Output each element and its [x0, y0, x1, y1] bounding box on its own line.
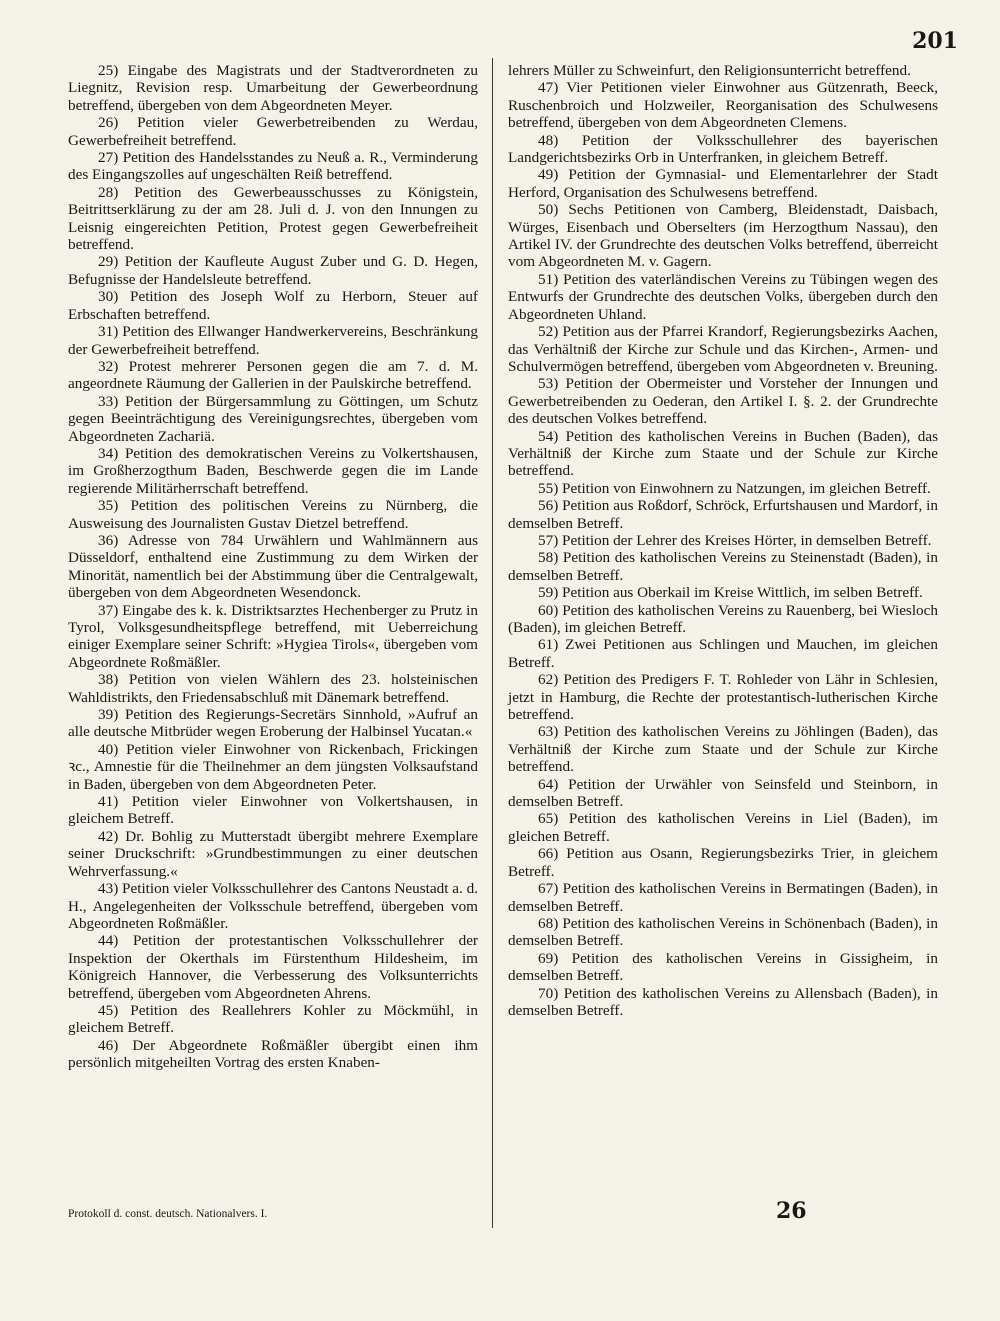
entry-paragraph: 30) Petition des Joseph Wolf zu Herborn, Steuer auf Erbschaften betreffend. — [68, 288, 478, 323]
entry-paragraph: 61) Zwei Petitionen aus Schlingen und Mauchen, im gleichen Betreff. — [508, 636, 938, 671]
entry-paragraph: 26) Petition vieler Gewerbetreibenden zu Werdau, Gewerbefreiheit betreffend. — [68, 114, 478, 149]
entry-paragraph: 29) Petition der Kaufleute August Zuber und G. D. Hegen, Befugnisse der Handelsleute betreffend. — [68, 253, 478, 288]
entry-paragraph: 40) Petition vieler Einwohner von Rickenbach, Frickingen ꝛc., Amnestie für die Theilnehmer an dem jüngsten Volksaufstand in Baden, übergeben von dem Abgeordneten Peter. — [68, 740, 478, 793]
entry-paragraph: lehrers Müller zu Schweinfurt, den Religionsunterricht betreffend. — [508, 62, 911, 79]
entry-paragraph: 41) Petition vieler Einwohner von Volkertshausen, in gleichem Betreff. — [68, 793, 478, 828]
entry-paragraph: 51) Petition des vaterländischen Vereins zu Tübingen wegen des Entwurfs der Grundrechte des deutschen Volks, übergeben durch den Abgeordneten Uhland. — [508, 270, 938, 323]
page-number: 201 — [912, 28, 958, 54]
right-column — [508, 62, 938, 1019]
entry-paragraph: 35) Petition des politischen Vereins zu Nürnberg, die Ausweisung des Journalisten Gustav Dietzel betreffend. — [68, 497, 478, 532]
entry-paragraph: 65) Petition des katholischen Vereins in Liel (Baden), im gleichen Betreff. — [508, 810, 938, 845]
entry-paragraph: 25) Eingabe des Magistrats und der Stadtverordneten zu Liegnitz, Revision resp. Umarbeitung der Gewerbeordnung betreffend, übergeben von dem Abgeordneten Meyer. — [68, 62, 478, 114]
entry-paragraph: 55) Petition von Einwohnern zu Natzungen, im gleichen Betreff. — [538, 479, 931, 497]
entry-paragraph: 34) Petition des demokratischen Vereins zu Volkertshausen, im Großherzogthum Baden, Beschwerde gegen die im Lande regierende Militärherrschaft betreffend. — [68, 444, 478, 497]
entry-paragraph: 69) Petition des katholischen Vereins in Gissigheim, in demselben Betreff. — [508, 949, 938, 985]
entry-paragraph: 57) Petition der Lehrer des Kreises Hörter, in demselben Betreff. — [538, 531, 932, 549]
entry-paragraph: 44) Petition der protestantischen Volksschullehrer der Inspektion der Okerthals im Fürstenthum Hildesheim, im Königreich Hannover, die Verbesserung des Volksunterrichts betreffend, übergeben vom Abgeordneten Ahrens. — [68, 932, 478, 1002]
entry-paragraph: 28) Petition des Gewerbeausschusses zu Königstein, Beitrittserklärung zu der am 28. Juli d. J. von den Innungen zu Leisnig eingereichten Petition, Protest gegen Gewerbefreiheit betreffend. — [68, 183, 478, 254]
left-column — [68, 62, 478, 1072]
entry-paragraph: 50) Sechs Petitionen von Camberg, Bleidenstadt, Daisbach, Würges, Eisenbach und Oberselters (im Herzogthum Nassau), den Artikel IV. der Grundrechte des deutschen Volks betreffend, überreicht vom Abgeordneten M. v. Gagern. — [508, 201, 938, 271]
entry-paragraph: 52) Petition aus der Pfarrei Krandorf, Regierungsbezirks Aachen, das Verhältniß der Kirche zur Schule und das Kirchen-, Armen- und Schulvermögen betreffend, übergeben vom Abgeordneten v. Breuning. — [508, 323, 938, 375]
entry-paragraph: 27) Petition des Handelsstandes zu Neuß a. R., Verminderung des Eingangszolles auf ungeschälten Reiß betreffend. — [68, 149, 478, 184]
entry-paragraph: 58) Petition des katholischen Vereins zu Steinenstadt (Baden), in demselben Betreff. — [508, 549, 938, 584]
entry-paragraph: 64) Petition der Urwähler von Seinsfeld und Steinborn, in demselben Betreff. — [508, 775, 938, 811]
entry-paragraph: 68) Petition des katholischen Vereins in Schönenbach (Baden), in demselben Betreff. — [508, 914, 938, 950]
entry-paragraph: 42) Dr. Bohlig zu Mutterstadt übergibt mehrere Exemplare seiner Druckschrift: »Grundbestimmungen zu einer deutschen Wehrverfassung.« — [68, 827, 478, 880]
footer-citation: Protokoll d. const. deutsch. Nationalvers. I. — [68, 1208, 268, 1220]
entry-paragraph: 62) Petition des Predigers F. T. Rohleder von Lähr in Schlesien, jetzt in Hamburg, die Rechte der protestantisch-lutherischen Kirche betreffend. — [508, 671, 938, 724]
entry-paragraph: 54) Petition des katholischen Vereins in Buchen (Baden), das Verhältniß der Kirche zum Staate und der Schule zur Kirche betreffend. — [508, 427, 938, 480]
entry-paragraph: 63) Petition des katholischen Vereins zu Jöhlingen (Baden), das Verhältniß der Kirche zum Staate und der Schule zur Kirche betreffend. — [508, 723, 938, 776]
sheet-signature: 26 — [776, 1198, 807, 1224]
entry-paragraph: 53) Petition der Obermeister und Vorsteher der Innungen und Gewerbetreibenden zu Oederan, den Artikel I. §. 2. der Grundrechte des deutschen Volkes betreffend. — [508, 375, 938, 428]
entry-paragraph: 67) Petition des katholischen Vereins in Bermatingen (Baden), in demselben Betreff. — [508, 880, 938, 915]
entry-paragraph: 31) Petition des Ellwanger Handwerkervereins, Beschränkung der Gewerbefreiheit betreffend. — [68, 323, 478, 358]
entry-paragraph: 32) Protest mehrerer Personen gegen die am 7. d. M. angeordnete Räumung der Gallerien in der Paulskirche betreffend. — [68, 357, 478, 393]
entry-paragraph: 46) Der Abgeordnete Roßmäßler übergibt einen ihm persönlich mitgeheilten Vortrag des ersten Knaben- — [68, 1036, 478, 1072]
entry-paragraph: 38) Petition von vielen Wählern des 23. holsteinischen Wahldistrikts, den Friedensabschluß mit Dänemark betreffend. — [68, 671, 478, 706]
entry-paragraph: 59) Petition aus Oberkail im Kreise Wittlich, im selben Betreff. — [538, 584, 923, 602]
entry-paragraph: 45) Petition des Reallehrers Kohler zu Möckmühl, in gleichem Betreff. — [68, 1001, 478, 1037]
entry-paragraph: 36) Adresse von 784 Urwählern und Wahlmännern aus Düsseldorf, enthaltend eine Zustimmung zu dem Wirken der Minorität, namentlich bei der Abstimmung über die Centralgewalt, übergeben von dem Abgeordneten Wesendonck. — [68, 531, 478, 602]
entry-paragraph: 70) Petition des katholischen Vereins zu Allensbach (Baden), in demselben Betreff. — [508, 984, 938, 1019]
entry-paragraph: 49) Petition der Gymnasial- und Elementarlehrer der Stadt Herford, Organisation des Schulwesens betreffend. — [508, 166, 938, 201]
entry-paragraph: 47) Vier Petitionen vieler Einwohner aus Gützenrath, Beeck, Ruschenbroich und Holzweiler, Reorganisation des Schulwesens betreffend, übergeben von dem Abgeordneten Clemens. — [508, 79, 938, 132]
entry-paragraph: 39) Petition des Regierungs-Secretärs Sinnhold, »Aufruf an alle deutsche Mitbrüder wegen Eroberung der Halbinsel Yucatan.« — [68, 706, 478, 741]
entry-paragraph: 56) Petition aus Roßdorf, Schröck, Erfurtshausen und Mardorf, in demselben Betreff. — [508, 497, 938, 532]
entry-paragraph: 66) Petition aus Osann, Regierungsbezirks Trier, in gleichem Betreff. — [508, 845, 938, 880]
entry-paragraph: 33) Petition der Bürgersammlung zu Göttingen, um Schutz gegen Beeinträchtigung des Vereinigungsrechtes, übergeben vom Abgeordneten Zachariä. — [68, 392, 478, 445]
entry-paragraph: 37) Eingabe des k. k. Distriktsarztes Hechenberger zu Prutz in Tyrol, Volksgesundheitspflege betreffend, mit Ueberreichung einiger Exemplare seiner Schrift: »Hygiea Tirols«, übergeben vom Abgeordnete Roßmäßler. — [68, 601, 478, 671]
entry-paragraph: 60) Petition des katholischen Vereins zu Rauenberg, bei Wiesloch (Baden), im gleichen Betreff. — [508, 601, 938, 636]
entry-paragraph: 43) Petition vieler Volksschullehrer des Cantons Neustadt a. d. H., Angelegenheiten der Volksschule betreffend, übergeben vom Abgeordneten Roßmäßler. — [68, 880, 478, 932]
entry-paragraph: 48) Petition der Volksschullehrer des bayerischen Landgerichtsbezirks Orb in Unterfranken, in gleichem Betreff. — [508, 131, 938, 167]
column-divider — [492, 58, 493, 1228]
